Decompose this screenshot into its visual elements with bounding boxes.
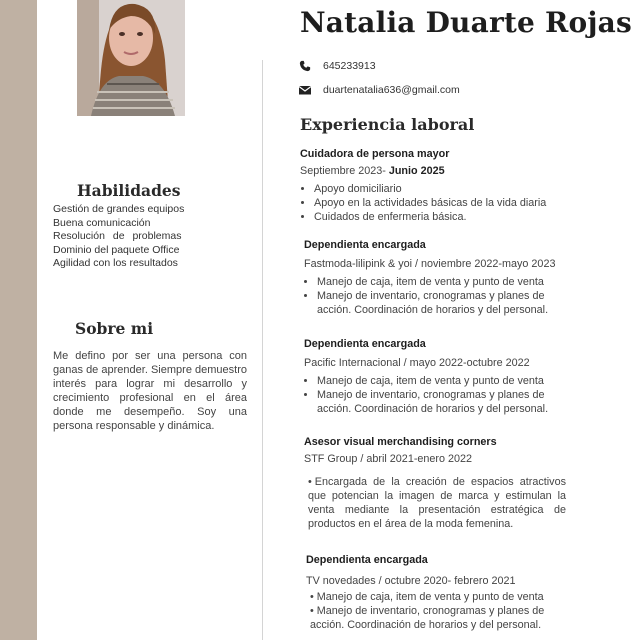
job-bullets	[304, 374, 574, 416]
job-company-dates: Pacific Internacional / mayo 2022-octubre 2022	[304, 357, 530, 369]
job-bullet: • Manejo de inventario, cronogramas y planes de acción. Coordinación de horarios y del personal.	[310, 604, 566, 632]
job-bullet: • Cuidados de enfermeria básica.	[314, 210, 590, 224]
job-title: Asesor visual merchandising corners	[304, 436, 497, 448]
job-bullets	[306, 590, 566, 632]
phone-contact	[298, 60, 376, 72]
job-bullets	[304, 475, 566, 531]
job-bullet: • Manejo de caja, item de venta y punto de venta	[317, 374, 574, 388]
skill-item: Buena comunicación	[53, 216, 151, 229]
job-bullet: • Manejo de caja, item de venta y punto de venta	[317, 275, 574, 289]
job-entry	[304, 436, 594, 531]
email-address[interactable]: duartenatalia636@gmail.com	[323, 84, 460, 96]
phone-number: 645233913	[323, 60, 376, 72]
phone-icon	[298, 60, 312, 72]
job-entry	[304, 338, 594, 416]
job-date-start: Septiembre 2023-	[300, 165, 389, 177]
job-bullet: • Manejo de caja, item de venta y punto de venta	[310, 590, 566, 604]
job-dates	[300, 165, 590, 177]
skill-item: Agilidad con los resultados	[53, 257, 178, 269]
email-contact	[298, 84, 460, 96]
job-entry	[304, 239, 594, 317]
job-bullet: • Apoyo en la actividades básicas de la vida diaria	[314, 196, 590, 210]
job-bullets	[300, 182, 590, 224]
job-title: Dependienta encargada	[306, 554, 428, 566]
side-color-band	[0, 0, 37, 640]
about-heading: Sobre mi	[75, 319, 154, 338]
job-date-end: Junio 2025	[388, 165, 445, 177]
job-title: Dependienta encargada	[304, 338, 426, 350]
skills-list	[53, 203, 225, 271]
skills-heading: Habilidades	[77, 181, 181, 200]
candidate-name: Natalia Duarte Rojas	[300, 6, 632, 39]
job-bullet: • Apoyo domiciliario	[314, 182, 590, 196]
envelope-icon	[298, 84, 312, 96]
job-bullet: • Manejo de inventario, cronogramas y planes de acción. Coordinación de horarios y del personal.	[317, 388, 574, 416]
job-bullet: • Encargada de la creación de espacios atractivos que potencian la imagen de marca y estimulan la venta mediante la presentación estratégica de productos en el área de la moda femenina.	[308, 475, 566, 531]
skill-item: Resolución de problemas	[53, 230, 182, 242]
job-title: Cuidadora de persona mayor	[300, 148, 450, 160]
column-divider	[262, 60, 263, 640]
job-company-dates: TV novedades / octubre 2020- febrero 2021	[306, 575, 516, 587]
job-entry	[300, 148, 590, 224]
skill-item: Gestión de grandes equipos	[53, 203, 185, 215]
job-company-dates: STF Group / abril 2021-enero 2022	[304, 453, 473, 465]
about-text: Me defino por ser una persona con ganas de aprender. Siempre demuestro interés para lograr mi desarrollo y crecimiento profesional en el área donde me desempeño. Soy una persona responsable y dinámica.	[53, 350, 247, 432]
job-bullet: • Manejo de inventario, cronogramas y planes de acción. Coordinación de horarios y del personal.	[317, 289, 574, 317]
job-company-dates: Fastmoda-lilipink & yoi / noviembre 2022-mayo 2023	[304, 258, 556, 270]
job-title: Dependienta encargada	[304, 239, 426, 251]
job-entry	[306, 554, 596, 632]
skill-item: Dominio del paquete Office	[53, 243, 180, 256]
experience-heading: Experiencia laboral	[300, 115, 475, 134]
job-bullets	[304, 275, 574, 317]
profile-photo	[77, 0, 185, 116]
